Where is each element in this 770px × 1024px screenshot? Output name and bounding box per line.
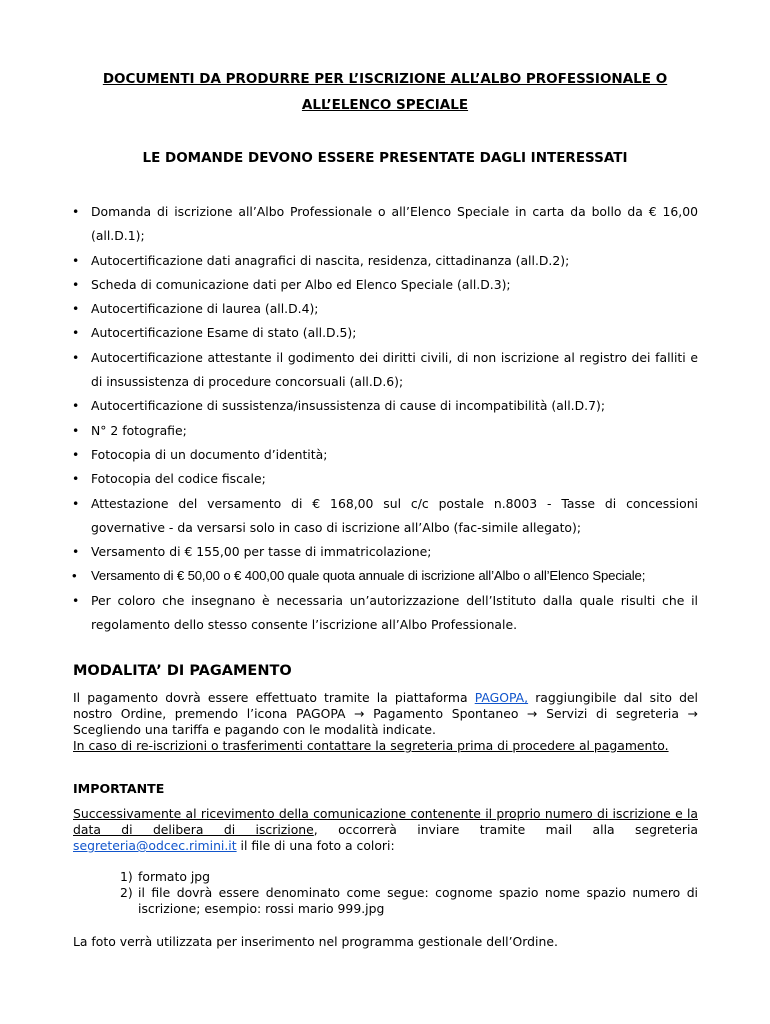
list-item: • Versamento di € 50,00 o € 400,00 quale quota annuale di iscrizione all’Albo o all’Elenco Speciale; (72, 564, 698, 588)
list-item: • Attestazione del versamento di € 168,00 sul c/c postale n.8003 - Tasse di concessioni governative - da versarsi solo in caso di iscrizione all’Albo (fac-simile allegato); (72, 492, 698, 541)
list-item: • Scheda di comunicazione dati per Albo ed Elenco Speciale (all.D.3); (72, 273, 698, 297)
payment-paragraph (73, 690, 698, 754)
pagopa-link[interactable]: PAGOPA, (474, 690, 529, 705)
important-text-after-email: il file di una foto a colori: (236, 838, 395, 853)
closing-paragraph: La foto verrà utilizzata per inserimento nel programma gestionale dell’Ordine. (73, 934, 558, 949)
step-number: 1) (120, 869, 133, 884)
list-item (120, 869, 698, 885)
list-item: • Versamento di € 155,00 per tasse di immatricolazione; (72, 540, 698, 564)
document-subtitle: LE DOMANDE DEVONO ESSERE PRESENTATE DAGLI INTERESSATI (142, 150, 628, 166)
list-item: • Autocertificazione di laurea (all.D.4); (72, 297, 698, 321)
list-item: • Fotocopia di un documento d’identità; (72, 443, 698, 467)
list-item: • Autocertificazione attestante il godimento dei diritti civili, di non iscrizione al registro dei falliti e di insussistenza di procedure concorsuali (all.D.6); (72, 346, 698, 395)
list-item: • Autocertificazione dati anagrafici di nascita, residenza, cittadinanza (all.D.2); (72, 249, 698, 273)
important-paragraph (73, 806, 698, 854)
payment-text-before-link: Il pagamento dovrà essere effettuato tramite la piattaforma (73, 690, 475, 705)
list-item: • Domanda di iscrizione all’Albo Professionale o all’Elenco Speciale in carta da bollo da € 16,00 (all.D.1); (72, 200, 698, 249)
payment-heading: MODALITA’ DI PAGAMENTO (73, 663, 292, 679)
payment-note: In caso di re-iscrizioni o trasferimenti contattare la segreteria prima di procedere al pagamento. (73, 738, 669, 753)
important-heading: IMPORTANTE (73, 781, 165, 796)
document-title-line-1: DOCUMENTI DA PRODURRE PER L’ISCRIZIONE ALL’ALBO PROFESSIONALE O (102, 71, 668, 87)
secretariat-email-link[interactable]: segreteria@odcec.rimini.it (73, 838, 237, 853)
step-text: il file dovrà essere denominato come segue: cognome spazio nome spazio numero di iscrizione; esempio: rossi mario 999.jpg (138, 885, 698, 916)
list-item: • N° 2 fotografie; (72, 419, 698, 443)
important-text-before-email: , occorrerà inviare tramite mail alla segreteria (313, 822, 698, 837)
list-item: • Autocertificazione Esame di stato (all.D.5); (72, 321, 698, 345)
step-number: 2) (120, 885, 133, 900)
document-title-line-2: ALL’ELENCO SPECIALE (301, 97, 469, 113)
list-item: • Autocertificazione di sussistenza/insussistenza di cause di incompatibilità (all.D.7); (72, 394, 698, 418)
photo-requirements-list (120, 869, 698, 917)
required-documents-list (72, 200, 698, 637)
step-text: formato jpg (138, 869, 211, 884)
payment-text-after-link: raggiungibile dal sito del nostro Ordine, premendo l’icona PAGOPA → Pagamento Spontaneo → Servizi di segreteria → Scegliendo una tariffa e pagando con le modalità indicate. (73, 690, 698, 737)
list-item: • Per coloro che insegnano è necessaria un’autorizzazione dell’Istituto dalla quale risulti che il regolamento dello stesso consente l’iscrizione all’Albo Professionale. (72, 589, 698, 638)
list-item (120, 885, 698, 917)
list-item: • Fotocopia del codice fiscale; (72, 467, 698, 491)
important-underlined-intro: Successivamente al ricevimento della comunicazione contenente il proprio numero di iscrizione e la data di delibera di iscrizione (73, 806, 698, 837)
